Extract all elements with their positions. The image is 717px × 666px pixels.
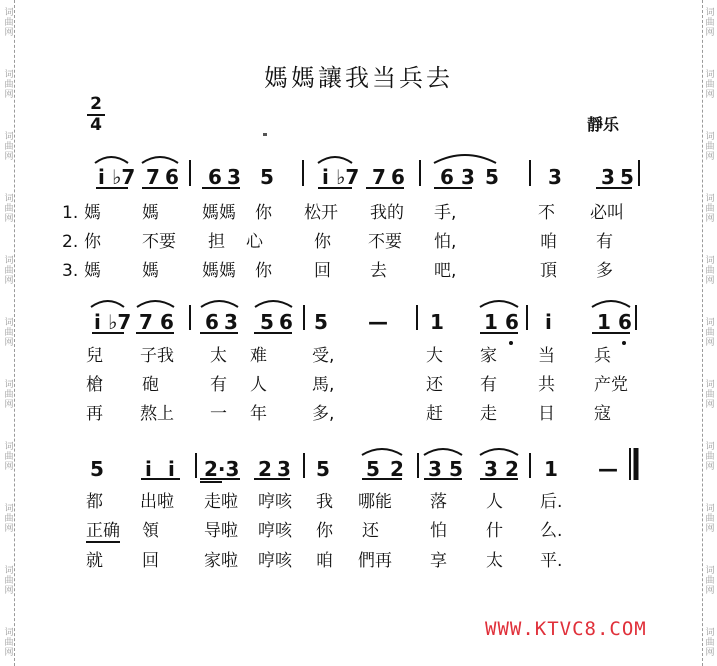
side-watermark: 词 曲 网: [705, 380, 715, 410]
lyric-syllable: 3.: [62, 261, 79, 281]
octave-dot-below: [509, 341, 513, 345]
slur: [142, 157, 178, 163]
note: i: [322, 165, 329, 189]
note: 5: [316, 457, 330, 481]
lyric-syllable: 年: [250, 404, 267, 424]
lyric-syllable: 怕,: [434, 232, 457, 252]
lyric-syllable: 导啦: [204, 521, 238, 541]
lyric-syllable: 受,: [312, 346, 335, 366]
note: 2: [390, 457, 404, 481]
lyric-syllable: 当: [538, 346, 555, 366]
note: 5: [449, 457, 463, 481]
lyric-syllable: 平.: [540, 551, 563, 571]
octave-dot-below: [622, 341, 626, 345]
note: 6: [505, 310, 519, 334]
note: 6: [208, 165, 222, 189]
note: 3: [277, 457, 291, 481]
note: 5: [366, 457, 380, 481]
note: 5: [90, 457, 104, 481]
side-watermark: 词 曲 网: [4, 70, 14, 100]
lyric-syllable: 我的: [370, 203, 404, 223]
note: 6: [160, 310, 174, 334]
lyric-syllable: 走啦: [204, 492, 238, 512]
note: 5: [260, 310, 274, 334]
lyric-syllable: 出啦: [140, 492, 174, 512]
lyric-syllable: 有: [596, 232, 613, 252]
composer-credit: 靜乐: [587, 115, 620, 134]
note: 3: [548, 165, 562, 189]
side-watermark: 词 曲 网: [4, 442, 14, 472]
lyric-syllable: 不要: [142, 232, 176, 252]
slur: [362, 449, 402, 455]
website-watermark: WWW.KTVC8.COM: [485, 618, 647, 640]
side-watermark: 词 曲 网: [705, 256, 715, 286]
lyric-syllable: 兵: [594, 346, 611, 366]
lyric-syllable: 家: [480, 346, 497, 366]
lyric-syllable: 2.: [62, 232, 79, 252]
lyric-syllable: 还: [362, 521, 379, 541]
note: 3: [601, 165, 615, 189]
lyric-syllable: 媽媽: [202, 203, 236, 223]
slur: [480, 449, 518, 455]
lyric-syllable: 正确: [86, 521, 120, 541]
lyric-syllable: 我: [316, 492, 333, 512]
note: 5: [314, 310, 328, 334]
note: 6: [165, 165, 179, 189]
song-title: 媽媽讓我当兵去: [264, 64, 453, 92]
slur: [201, 301, 238, 307]
side-watermark: 词 曲 网: [4, 380, 14, 410]
lyric-syllable: 不要: [368, 232, 402, 252]
note: 1: [597, 310, 611, 334]
lyric-syllable: 熬上: [140, 404, 174, 424]
lyric-syllable: 再: [86, 404, 103, 424]
slur: [318, 157, 352, 163]
slur: [434, 155, 496, 163]
note: —: [598, 457, 618, 481]
lyric-syllable: 砲: [142, 375, 159, 395]
note: 7: [146, 165, 160, 189]
side-watermark: 词 曲 网: [705, 318, 715, 348]
slur: [95, 157, 128, 163]
side-watermark: 词 曲 网: [705, 132, 715, 162]
slur: [137, 301, 174, 307]
lyric-syllable: 領: [142, 521, 159, 541]
side-watermark: 词 曲 网: [4, 628, 14, 658]
lyric-syllable: 担: [208, 232, 225, 252]
note: 5: [620, 165, 634, 189]
lyric-syllable: 你: [255, 261, 272, 281]
lyric-syllable: 寇: [594, 404, 611, 424]
lyric-syllable: 咱: [540, 232, 557, 252]
lyric-syllable: 哪能: [358, 492, 392, 512]
lyric-syllable: 太: [210, 346, 227, 366]
lyric-syllable: 子我: [140, 346, 174, 366]
lyric-syllable: 槍: [86, 375, 103, 395]
note: 7: [372, 165, 386, 189]
note: 7: [139, 310, 153, 334]
lyric-syllable: 共: [538, 375, 555, 395]
note: 1: [430, 310, 444, 334]
lyric-syllable: 一: [210, 404, 227, 424]
side-watermark: 词 曲 网: [4, 504, 14, 534]
note: ♭7: [108, 310, 132, 334]
note: 6: [205, 310, 219, 334]
side-watermark: 词 曲 网: [705, 194, 715, 224]
lyric-syllable: 哼咳: [258, 521, 292, 541]
lyric-syllable: 媽: [84, 203, 101, 223]
note: 1: [484, 310, 498, 334]
time-signature-top: 2: [90, 94, 102, 114]
lyric-syllable: 你: [316, 521, 333, 541]
lyric-syllable: 难: [250, 346, 267, 366]
lyric-syllable: 落: [430, 492, 447, 512]
lyric-syllable: 心: [246, 232, 263, 252]
lyric-syllable: 多,: [312, 404, 335, 424]
note: i: [94, 310, 101, 334]
side-watermark: 词 曲 网: [705, 442, 715, 472]
lyric-syllable: 馬,: [312, 375, 335, 395]
note: 2: [505, 457, 519, 481]
lyric-syllable: 你: [314, 232, 331, 252]
lyric-syllable: 还: [426, 375, 443, 395]
time-signature-bottom: 4: [90, 115, 102, 135]
lyric-syllable: 怕: [430, 521, 447, 541]
lyric-syllable: 回: [142, 551, 159, 571]
lyric-syllable: 兒: [86, 346, 103, 366]
side-watermark: 词 曲 网: [705, 504, 715, 534]
side-watermark: 词 曲 网: [4, 194, 14, 224]
lyric-syllable: 家啦: [204, 551, 238, 571]
side-watermark: 词 曲 网: [4, 132, 14, 162]
note: 5: [260, 165, 274, 189]
lyric-syllable: 就: [86, 551, 103, 571]
lyric-syllable: 人: [250, 375, 267, 395]
note: i: [545, 310, 552, 334]
note: 6: [279, 310, 293, 334]
lyric-syllable: 媽: [84, 261, 101, 281]
slur: [91, 301, 124, 307]
note: 1: [544, 457, 558, 481]
lyric-syllable: 手,: [434, 203, 457, 223]
lyric-syllable: 哼咳: [258, 551, 292, 571]
lyric-syllable: 太: [486, 551, 503, 571]
lyric-syllable: 享: [430, 551, 447, 571]
note: —: [368, 310, 388, 334]
side-watermark: 词 曲 网: [705, 8, 715, 38]
lyric-syllable: 你: [84, 232, 101, 252]
lyric-syllable: 必叫: [590, 203, 624, 223]
note: 3: [428, 457, 442, 481]
side-watermark: 词 曲 网: [705, 566, 715, 596]
note: 6: [618, 310, 632, 334]
note: ♭7: [336, 165, 360, 189]
lyric-syllable: 不: [538, 203, 555, 223]
note: 2·3: [204, 457, 240, 481]
lyric-syllable: 回: [314, 261, 331, 281]
side-watermark: 词 曲 网: [705, 628, 715, 658]
lyric-syllable: 媽: [142, 203, 159, 223]
lyric-syllable: 1.: [62, 203, 79, 223]
side-watermark: 词 曲 网: [4, 8, 14, 38]
lyric-syllable: 走: [480, 404, 497, 424]
note: 3: [227, 165, 241, 189]
slur: [480, 301, 518, 307]
lyric-syllable: 日: [538, 404, 555, 424]
lyric-syllable: 松开: [304, 203, 338, 223]
note: 6: [391, 165, 405, 189]
lyric-syllable: 媽媽: [202, 261, 236, 281]
note: 5: [485, 165, 499, 189]
note: ♭7: [112, 165, 136, 189]
slur: [424, 449, 462, 455]
lyric-syllable: 什: [486, 521, 503, 541]
lyric-syllable: 大: [426, 346, 443, 366]
note: i: [168, 457, 175, 481]
note: i: [98, 165, 105, 189]
side-watermark: 词 曲 网: [4, 566, 14, 596]
lyric-syllable: 你: [255, 203, 272, 223]
lyric-syllable: 媽: [142, 261, 159, 281]
lyric-syllable: 們再: [358, 551, 392, 571]
side-watermark: 词 曲 网: [4, 256, 14, 286]
lyric-syllable: 产党: [594, 375, 628, 395]
lyric-syllable: 后.: [540, 492, 563, 512]
note: 3: [461, 165, 475, 189]
note: 3: [224, 310, 238, 334]
lyric-syllable: 哼咳: [258, 492, 292, 512]
slur: [255, 301, 292, 307]
note: 3: [484, 457, 498, 481]
lyric-syllable: 都: [86, 492, 103, 512]
lyric-syllable: 多: [596, 261, 613, 281]
note: 6: [440, 165, 454, 189]
slur: [592, 301, 630, 307]
side-watermark: 词 曲 网: [4, 318, 14, 348]
lyric-syllable: 有: [480, 375, 497, 395]
lyric-syllable: 吧,: [434, 261, 457, 281]
note: 2: [258, 457, 272, 481]
note: i: [145, 457, 152, 481]
lyric-syllable: 去: [370, 261, 387, 281]
lyric-syllable: 咱: [316, 551, 333, 571]
lyric-syllable: 赶: [426, 404, 443, 424]
lyric-syllable: 頂: [540, 261, 557, 281]
lyric-syllable: 么.: [540, 521, 563, 541]
lyric-syllable: 人: [486, 492, 503, 512]
side-watermark: 词 曲 网: [705, 70, 715, 100]
lyric-syllable: 有: [210, 375, 227, 395]
